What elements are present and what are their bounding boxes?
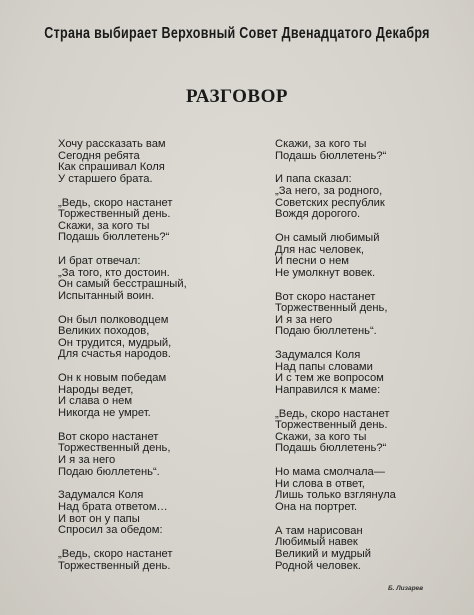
poem-line: Торжественный день, bbox=[58, 442, 171, 455]
poem-line: И папа сказал: bbox=[275, 173, 352, 186]
poem-line: Он был полководцем bbox=[58, 313, 169, 326]
poem-stanza bbox=[58, 373, 248, 419]
poem-line: Любимый навек bbox=[275, 536, 358, 549]
poem-line: Он самый любимый bbox=[275, 231, 380, 244]
poem-stanza bbox=[275, 350, 445, 396]
poem-line: И песни о нем bbox=[275, 255, 349, 268]
poem-line: И я за него bbox=[58, 454, 116, 466]
poem-line: Спросил за обедом: bbox=[58, 524, 163, 537]
poem-line: Торжественный день, bbox=[275, 302, 388, 315]
poem-line: Торжественный день. bbox=[275, 419, 388, 432]
poem-line: „Ведь, скоро настанет bbox=[275, 407, 390, 420]
poem-line: Великий и мудрый bbox=[275, 547, 372, 560]
poem-line: Никогда не умрет. bbox=[58, 407, 151, 420]
poem-line: И брат отвечал: bbox=[58, 255, 141, 268]
poem-line: Подаю бюллетень“. bbox=[58, 465, 160, 478]
poem-line: Он трудится, мудрый, bbox=[58, 336, 172, 349]
poem-line: И вот он у папы bbox=[58, 512, 140, 525]
poem-line: Родной человек. bbox=[275, 559, 361, 572]
poem-line: Торжественный день. bbox=[58, 559, 171, 572]
poem-line: И слава о нем bbox=[58, 395, 133, 408]
poem-line: И с тем же вопросом bbox=[275, 372, 384, 385]
poem-line: Народы ведет, bbox=[58, 383, 134, 396]
poem-line: У старшего брата. bbox=[58, 172, 153, 185]
poem-line: Скажи, за кого ты bbox=[275, 430, 367, 443]
poem-line: Торжественный день. bbox=[58, 208, 171, 221]
poem-stanza bbox=[275, 409, 445, 455]
poem-title: РАЗГОВОР bbox=[186, 86, 288, 107]
poem-line: Вождя дорогого. bbox=[275, 208, 361, 221]
poem-line: Задумался Коля bbox=[58, 489, 144, 502]
poem-line: Задумался Коля bbox=[275, 349, 361, 362]
author-signature: Б. Лизарев bbox=[388, 585, 424, 592]
poem-stanza bbox=[275, 526, 445, 572]
poem-stanza bbox=[275, 174, 445, 220]
poem-line: Советских республик bbox=[275, 196, 385, 209]
poem-line: „За него, за родного, bbox=[275, 184, 383, 197]
poem-stanza bbox=[58, 432, 248, 478]
poem-line: А там нарисован bbox=[275, 524, 363, 537]
poem-line: Он к новым победам bbox=[58, 372, 167, 385]
poem-line: Как спрашивал Коля bbox=[58, 161, 165, 174]
poem-stanza bbox=[275, 139, 445, 162]
poem-line: Он самый бесстрашный, bbox=[58, 278, 187, 291]
poem-line: Подашь бюллетень?“ bbox=[58, 231, 170, 244]
poem-line: Подаю бюллетень“. bbox=[275, 325, 377, 338]
poem-stanza bbox=[58, 490, 248, 536]
poem-line: Скажи, за кого ты bbox=[58, 219, 150, 232]
poem-stanza bbox=[58, 256, 248, 302]
poem-stanza bbox=[275, 292, 445, 338]
poem-column-right bbox=[275, 139, 445, 584]
poem-line: Великих походов, bbox=[58, 325, 150, 338]
poem-line: Вот скоро настанет bbox=[275, 290, 376, 303]
poem-line: Вот скоро настанет bbox=[58, 430, 159, 443]
poem-line: Хочу рассказать вам bbox=[58, 138, 166, 150]
poem-column-left bbox=[58, 139, 248, 584]
poem-line: Для нас человек, bbox=[275, 243, 364, 256]
poem-line: Над брата ответом… bbox=[58, 500, 168, 513]
poem-line: Не умолкнут вовек. bbox=[275, 266, 376, 279]
poem-line: „Ведь, скоро настанет bbox=[58, 196, 173, 209]
poem-stanza bbox=[58, 139, 248, 185]
poem-line: Скажи, за кого ты bbox=[275, 138, 367, 150]
poem-line: Над папы словами bbox=[275, 360, 373, 373]
poem-line: Сегодня ребята bbox=[58, 149, 140, 162]
poem-line: Для счастья народов. bbox=[58, 348, 171, 361]
poem-line: Но мама смолчала— bbox=[275, 466, 385, 479]
poem-line: „За того, кто достоин. bbox=[58, 266, 170, 279]
poem-stanza bbox=[58, 549, 248, 572]
banner-slogan: Страна выбирает Верховный Совет Двенадцатого Декабря bbox=[44, 24, 430, 42]
poem-stanza bbox=[58, 315, 248, 361]
poem-line: Подашь бюллетень?“ bbox=[275, 149, 387, 162]
poem-line: Она на портрет. bbox=[275, 500, 358, 513]
poem-stanza bbox=[58, 198, 248, 244]
poem-line: Ни слова в ответ, bbox=[275, 477, 365, 490]
poem-stanza bbox=[275, 233, 445, 279]
poem-line: Подашь бюллетень?“ bbox=[275, 442, 387, 455]
poem-stanza bbox=[275, 467, 445, 513]
poem-line: Лишь только взглянула bbox=[275, 489, 396, 502]
poem-line: И я за него bbox=[275, 313, 333, 326]
poem-line: Испытанный воин. bbox=[58, 289, 155, 302]
poem-line: „Ведь, скоро настанет bbox=[58, 547, 173, 560]
poem-line: Направился к маме: bbox=[275, 383, 381, 396]
